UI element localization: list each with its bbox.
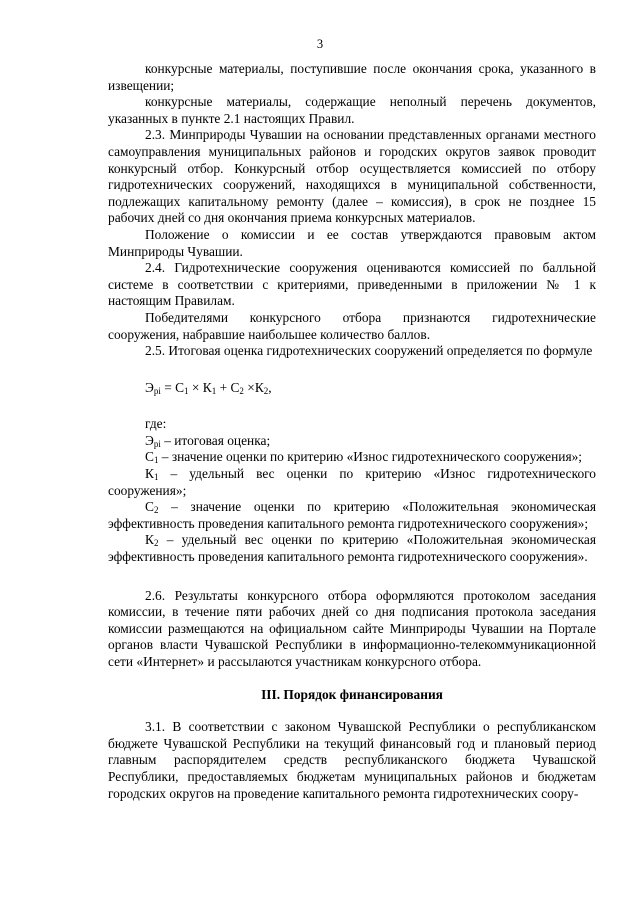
section-heading: III. Порядок финансирования (261, 686, 443, 702)
paragraph: Положение о комиссии и ее состав утверждаются правовым актом Минприроды Чувашии. (108, 226, 596, 259)
spacer (108, 566, 596, 588)
paragraph-2-4: 2.4. Гидротехнические сооружения оцениваются комиссией по балльной системе в соответствии с критериями, приведенными в приложении № 1 к настоящим Правилам. (108, 260, 596, 309)
paragraph-2-3: 2.3. Минприроды Чувашии на основании представленных органами местного самоуправления муниципальных районов и городских округов заявок проводит конкурсный отбор. Конкурсный отбор осуществляется комиссией по отбору гидротехнических сооружений, находящихся в муниципальной собственности, подлежащих капитальному ремонту (далее – комиссия), в срок не позднее 15 рабочих дней со дня окончания приема конкурсных материалов. (108, 127, 596, 226)
paragraph: Победителями конкурсного отбора признаются гидротехнические сооружения, набравшие наибольшее количество баллов. (108, 309, 596, 342)
definition-item: $Э_{рi}$ – итоговая оценка; (145, 432, 271, 449)
document-body (108, 61, 596, 802)
definition-item: $С_1$ – значение оценки по критерию «Износ гидротехнического сооружения»; (145, 449, 583, 466)
spacer (108, 671, 596, 687)
where-label: где: (145, 416, 167, 432)
paragraph: конкурсные материалы, поступившие после окончания срока, указанного в извещении; (108, 61, 596, 93)
paragraph-2-5: 2.5. Итоговая оценка гидротехнических сооружений определяется по формуле (145, 343, 593, 359)
formula: $Э_{рi} = С_1 \times К_1 + С_2 \times К_2$, (145, 379, 272, 396)
paragraph-3-1: 3.1. В соответствии с законом Чувашской Республики о республиканском бюджете Чувашской Республики на текущий финансовый год и плановый период главным распорядителем средств республиканского бюджета Чувашской Республики, предоставляемых бюджетам муниципальных районов и бюджетам городских округов на проведение капитального ремонта гидротехнических соору- (108, 719, 596, 801)
definition-item: $К_1$ – удельный вес оценки по критерию «Износ гидротехнического сооружения»; (108, 466, 596, 498)
paragraph-2-6: 2.6. Результаты конкурсного отбора оформляются протоколом заседания комиссии, в течение пяти рабочих дней со дня подписания протокола заседания комиссии размещаются на официальном сайте Минприроды Чувашии на Портале органов власти Чувашской Республики в информационно-телекоммуникационной сети «Интернет» и рассылаются участникам конкурсного отбора. (108, 587, 596, 669)
definition-item: $К_2$ – удельный вес оценки по критерию «Положительная экономическая эффективность проведения капитального ремонта гидротехнического сооружения». (108, 532, 596, 565)
definition-item: $С_2$ – значение оценки по критерию «Положительная экономическая эффективность проведения капитального ремонта гидротехнического сооружения»; (108, 499, 596, 531)
page-number: 3 (316, 37, 324, 51)
paragraph: конкурсные материалы, содержащие неполный перечень документов, указанных в пункте 2.1 настоящих Правил. (108, 94, 596, 126)
spacer (108, 703, 596, 719)
